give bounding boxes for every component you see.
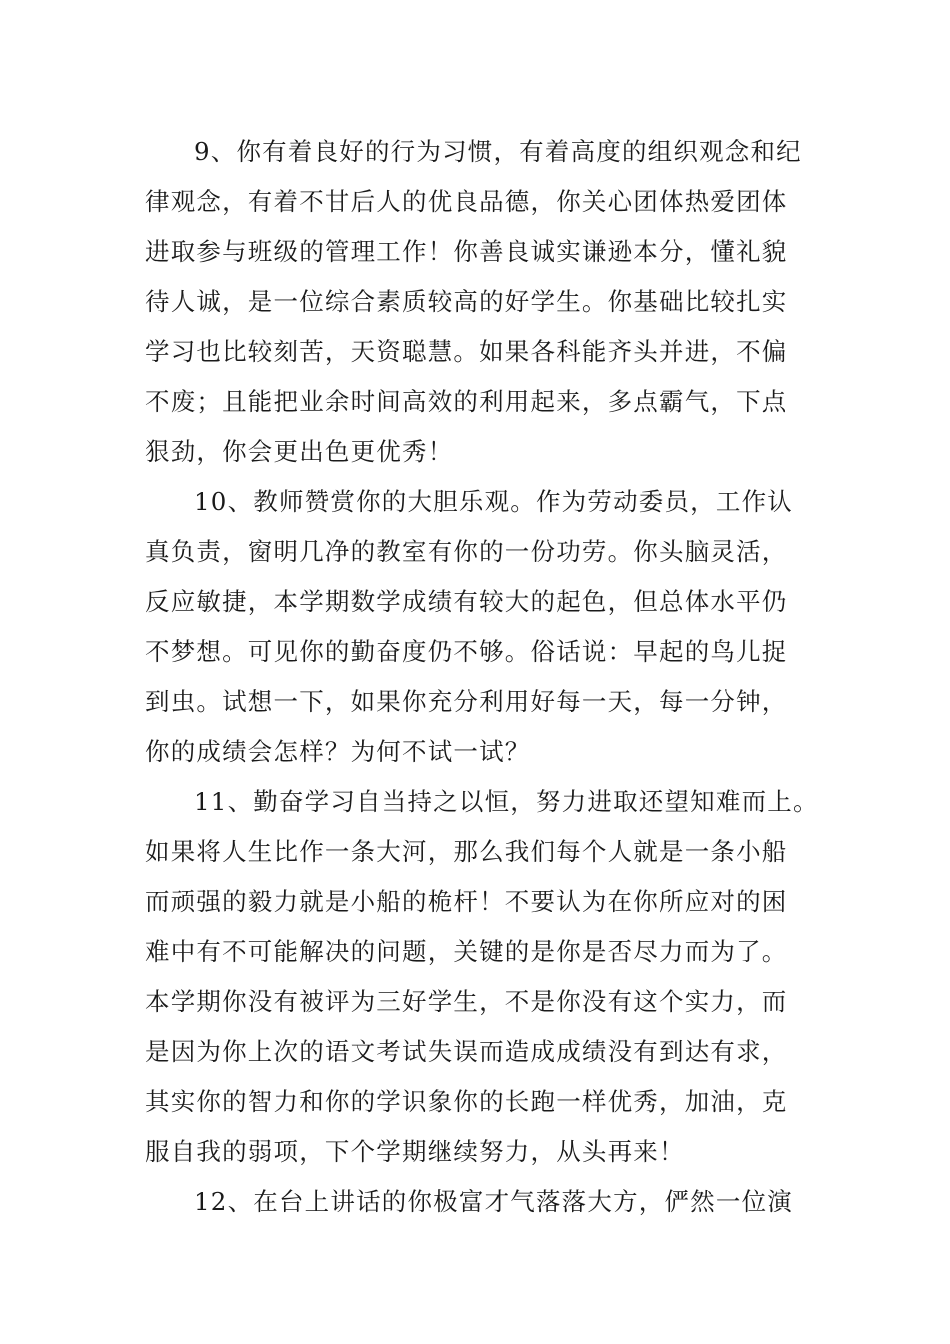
paragraph-11-line-1: 11、勤奋学习自当持之以恒，努力进取还望知难而上。	[194, 787, 819, 816]
paragraph-12-line-1: 12、在台上讲话的你极富才气落落大方，俨然一位演	[194, 1187, 793, 1216]
paragraph-9-line-1: 9、你有着良好的行为习惯，有着高度的组织观念和纪	[194, 137, 802, 166]
paragraph-9-line-7: 狠劲，你会更出色更优秀！	[145, 437, 454, 466]
paragraph-11-line-8: 服自我的弱项，下个学期继续努力，从头再来！	[145, 1137, 685, 1166]
paragraph-9-line-6: 不废；且能把业余时间高效的利用起来，多点霸气，下点	[145, 387, 788, 416]
paragraph-10-line-5: 到虫。试想一下，如果你充分利用好每一天，每一分钟，	[145, 687, 788, 716]
paragraph-11-line-5: 本学期你没有被评为三好学生，不是你没有这个实力，而	[145, 987, 788, 1016]
paragraph-9-line-4: 待人诚，是一位综合素质较高的好学生。你基础比较扎实	[145, 287, 788, 316]
paragraph-11-line-3: 而顽强的毅力就是小船的桅杆！不要认为在你所应对的困	[145, 887, 788, 916]
paragraph-10-line-1: 10、教师赞赏你的大胆乐观。作为劳动委员，工作认	[194, 487, 793, 516]
paragraph-11-line-6: 是因为你上次的语文考试失误而造成成绩没有到达有求，	[145, 1037, 788, 1066]
paragraph-9-line-3: 进取参与班级的管理工作！你善良诚实谦逊本分，懂礼貌	[145, 237, 788, 266]
paragraph-10-line-4: 不梦想。可见你的勤奋度仍不够。俗话说：早起的鸟儿捉	[145, 637, 788, 666]
paragraph-11-line-7: 其实你的智力和你的学识象你的长跑一样优秀，加油，克	[145, 1087, 788, 1116]
paragraph-11-line-4: 难中有不可能解决的问题，关键的是你是否尽力而为了。	[145, 937, 788, 966]
paragraph-10-line-2: 真负责，窗明几净的教室有你的一份功劳。你头脑灵活，	[145, 537, 788, 566]
paragraph-9-line-5: 学习也比较刻苦，天资聪慧。如果各科能齐头并进，不偏	[145, 337, 788, 366]
paragraph-10-line-3: 反应敏捷，本学期数学成绩有较大的起色，但总体水平仍	[145, 587, 788, 616]
paragraph-9-line-2: 律观念，有着不甘后人的优良品德，你关心团体热爱团体	[145, 187, 788, 216]
paragraph-10-line-6: 你的成绩会怎样？为何不试一试？	[145, 737, 531, 766]
paragraph-11-line-2: 如果将人生比作一条大河，那么我们每个人就是一条小船	[145, 837, 788, 866]
